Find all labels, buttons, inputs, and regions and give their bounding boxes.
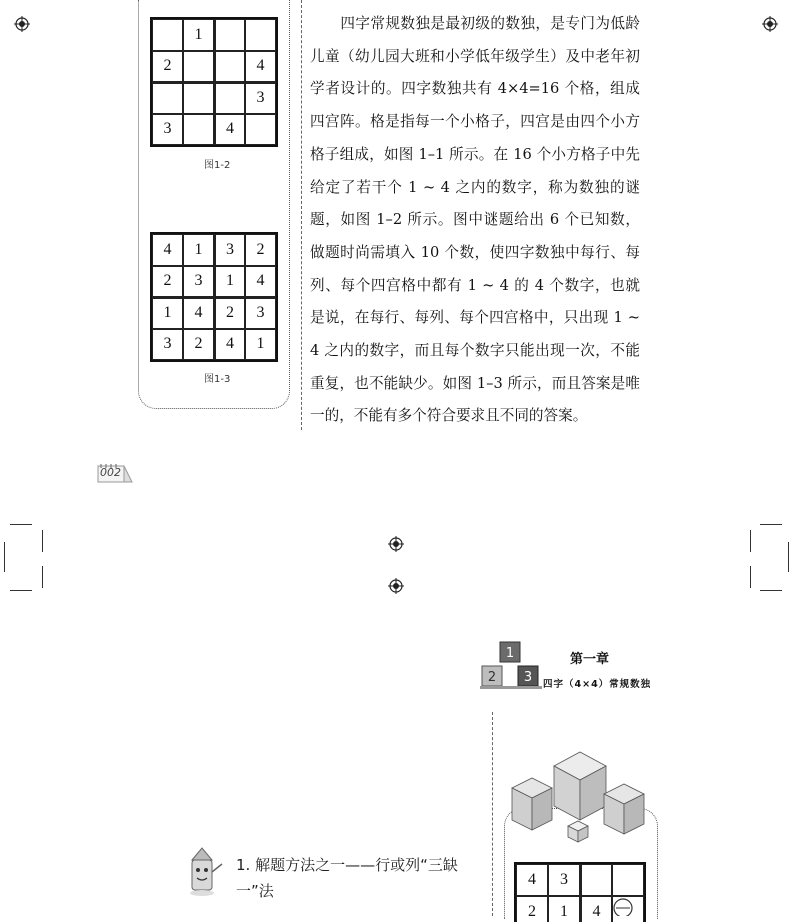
logo-digit: 2 bbox=[487, 670, 497, 685]
body-paragraph-text: 四字常规数独是最初级的数独，是专门为低龄儿童（幼儿园大班和小学低年级学生）及中老年初学者设计的。四字数独共有 4×4=16 个格，组成四宫阵。格是指每一个小格子，四宫是由四个小方格子组成，如图 1–1 所示。在 16 个小方格子中先给定了若干个 1 ~ 4 之内的数字，称为数独的谜题，如图 1–2 所示。图中谜题给出 6 个已知数，做题时尚需填入 10 个数，使四字数独中每行、每列、每个四宫格中都有 1 ~ 4 的 4 个数字，也就是说，在每行、每列、每个四宫格中，只出现 1 ~ 4 之内的数字，而且每个数字只能出现一次，不能重复，也不能缺少。如图 1–3 所示，而且答案是唯一的，不能有多个符合要求且不同的答案。 bbox=[310, 15, 640, 425]
grid-cell: 1 bbox=[548, 896, 580, 922]
chapter-subtitle: 四字（4×4）常规数独 bbox=[543, 679, 652, 690]
chapter-title: 第一章 bbox=[570, 652, 610, 667]
grid-cell: 3 bbox=[152, 114, 183, 146]
crop-mark bbox=[10, 590, 32, 591]
grid-cell bbox=[214, 82, 245, 114]
figure-caption: 图1-3 bbox=[204, 374, 231, 385]
grid-cell: 2 bbox=[152, 51, 183, 83]
registration-mark-icon bbox=[14, 16, 30, 32]
grid-cell: 4 bbox=[580, 896, 612, 922]
crop-mark bbox=[760, 524, 782, 525]
grid-cell bbox=[183, 51, 214, 83]
number-blocks-logo bbox=[480, 640, 542, 690]
sudoku-solution-grid bbox=[150, 232, 278, 362]
registration-mark-icon bbox=[762, 16, 778, 32]
sudoku-puzzle-grid bbox=[150, 17, 278, 147]
grid-cell: 2 bbox=[183, 329, 214, 361]
grid-cell: 1 bbox=[152, 297, 183, 329]
highlight-circle-icon bbox=[612, 896, 634, 916]
logo-digit: 1 bbox=[505, 646, 515, 661]
crop-mark bbox=[10, 524, 32, 525]
grid-cell: 2 bbox=[214, 297, 245, 329]
grid-cell: 2 bbox=[152, 266, 183, 298]
crop-mark bbox=[42, 566, 43, 588]
crop-mark bbox=[750, 566, 751, 588]
grid-cell bbox=[214, 51, 245, 83]
registration-mark-icon bbox=[388, 536, 404, 552]
grid-cell bbox=[152, 82, 183, 114]
page-number: 002 bbox=[100, 466, 121, 479]
grid-cell: 4 bbox=[245, 266, 276, 298]
grid-cell: 2 bbox=[245, 234, 276, 266]
page-number-badge bbox=[96, 460, 134, 486]
crop-mark bbox=[42, 530, 43, 552]
grid-cell: 1 bbox=[183, 19, 214, 51]
grid-cell: 3 bbox=[245, 82, 276, 114]
grid-cell: 3 bbox=[548, 864, 580, 896]
grid-cell: 3 bbox=[183, 266, 214, 298]
grid-cell bbox=[183, 114, 214, 146]
crop-mark bbox=[760, 590, 782, 591]
figure-caption: 图1-2 bbox=[204, 160, 231, 171]
grid-cell: 2 bbox=[516, 896, 548, 922]
grid-cell: 1 bbox=[214, 266, 245, 298]
crop-mark bbox=[750, 530, 751, 552]
sudoku-cubes-illustration bbox=[508, 744, 648, 844]
grid-cell: 4 bbox=[516, 864, 548, 896]
grid-cell: 3 bbox=[214, 234, 245, 266]
column-divider bbox=[492, 712, 493, 916]
grid-cell: 4 bbox=[214, 329, 245, 361]
grid-cell: 4 bbox=[152, 234, 183, 266]
body-paragraph bbox=[310, 8, 640, 433]
section-heading: 1. 解题方法之一——行或列“三缺一”法 bbox=[236, 856, 458, 900]
crop-mark bbox=[4, 542, 5, 572]
grid-cell bbox=[183, 82, 214, 114]
grid-cell: 4 bbox=[214, 114, 245, 146]
grid-cell bbox=[580, 864, 612, 896]
grid-cell: 1 bbox=[245, 329, 276, 361]
grid-cell bbox=[612, 864, 644, 896]
crop-mark bbox=[788, 542, 789, 572]
grid-cell bbox=[245, 19, 276, 51]
grid-cell: 4 bbox=[245, 51, 276, 83]
grid-cell: 1 bbox=[183, 234, 214, 266]
grid-cell bbox=[245, 114, 276, 146]
registration-mark-icon bbox=[388, 578, 404, 594]
grid-cell bbox=[214, 19, 245, 51]
pencil-mascot-icon bbox=[186, 846, 226, 898]
grid-cell: 4 bbox=[183, 297, 214, 329]
column-divider bbox=[301, 0, 302, 430]
grid-cell: 3 bbox=[152, 329, 183, 361]
grid-cell bbox=[152, 19, 183, 51]
grid-cell: 3 bbox=[245, 297, 276, 329]
logo-digit: 3 bbox=[523, 670, 533, 685]
